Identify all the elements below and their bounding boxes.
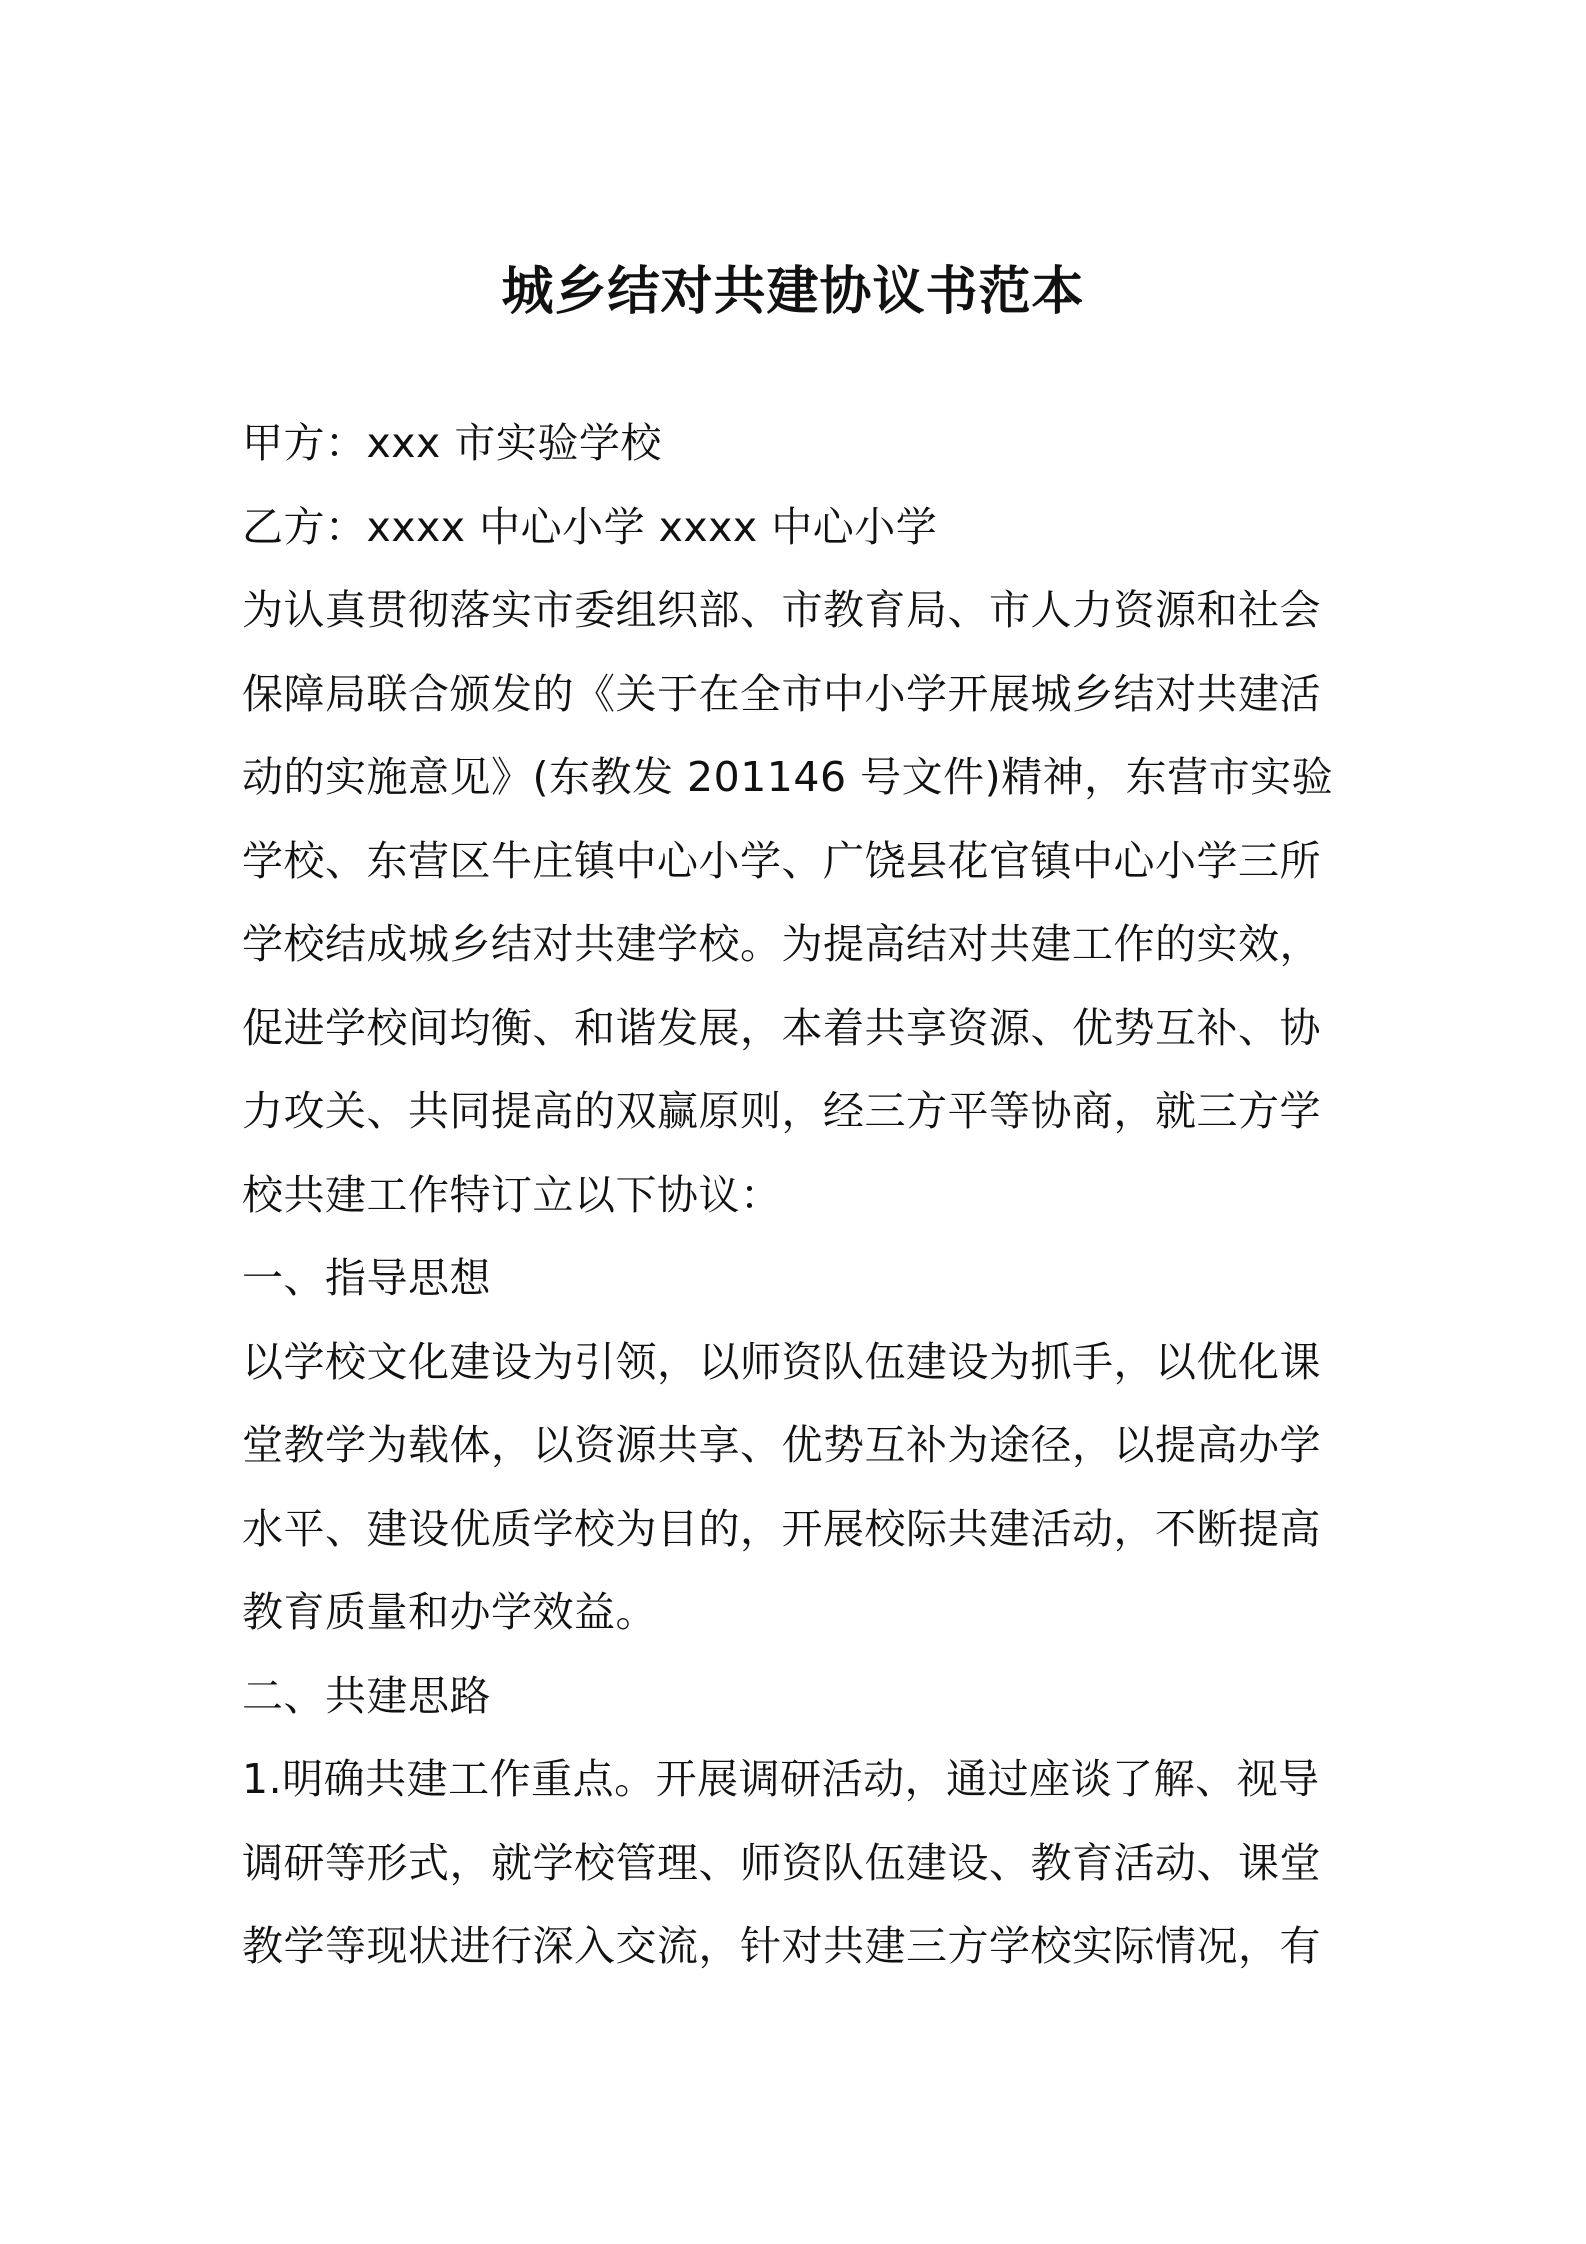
document-body xyxy=(242,402,1362,1989)
text-line: 学校、东营区牛庄镇中心小学、广饶县花官镇中心小学三所 xyxy=(242,836,1321,885)
text-line: 学校结成城乡结对共建学校。为提高结对共建工作的实效， xyxy=(242,920,1321,968)
text-line: 校共建工作特订立以下协议： xyxy=(242,1170,782,1219)
text-line: 堂教学为载体，以资源共享、优势互补为途径，以提高办学 xyxy=(242,1421,1321,1469)
text-line: 力攻关、共同提高的双赢原则，经三方平等协商，就三方学 xyxy=(242,1087,1321,1135)
document-title: 城乡结对共建协议书范本 xyxy=(501,262,1085,322)
text-line: 1.明确共建工作重点。开展调研活动，通过座谈了解、视导 xyxy=(242,1755,1320,1803)
text-line: 为认真贯彻落实市委组织部、市教育局、市人力资源和社会 xyxy=(242,586,1321,634)
party-b-line: 乙方：xxxx 中心小学 xxxx 中心小学 xyxy=(242,502,938,551)
text-line: 教学等现状进行深入交流，针对共建三方学校实际情况，有 xyxy=(242,1922,1321,1970)
section-heading: 二、共建思路 xyxy=(242,1671,491,1720)
text-line: 调研等形式，就学校管理、师资队伍建设、教育活动、课堂 xyxy=(242,1838,1321,1887)
text-line: 教育质量和办学效益。 xyxy=(242,1588,657,1636)
text-line: 水平、建设优质学校为目的，开展校际共建活动，不断提高 xyxy=(242,1504,1321,1553)
text-line: 促进学校间均衡、和谐发展，本着共享资源、优势互补、协 xyxy=(242,1003,1321,1052)
text-line: 动的实施意见》(东教发 201146 号文件)精神，东营市实验 xyxy=(242,753,1334,801)
section-heading: 一、指导思想 xyxy=(242,1254,491,1302)
party-a-line: 甲方：xxx 市实验学校 xyxy=(242,419,662,467)
text-line: 保障局联合颁发的《关于在全市中小学开展城乡结对共建活 xyxy=(242,669,1321,718)
text-line: 以学校文化建设为引领，以师资队伍建设为抓手，以优化课 xyxy=(242,1337,1321,1386)
